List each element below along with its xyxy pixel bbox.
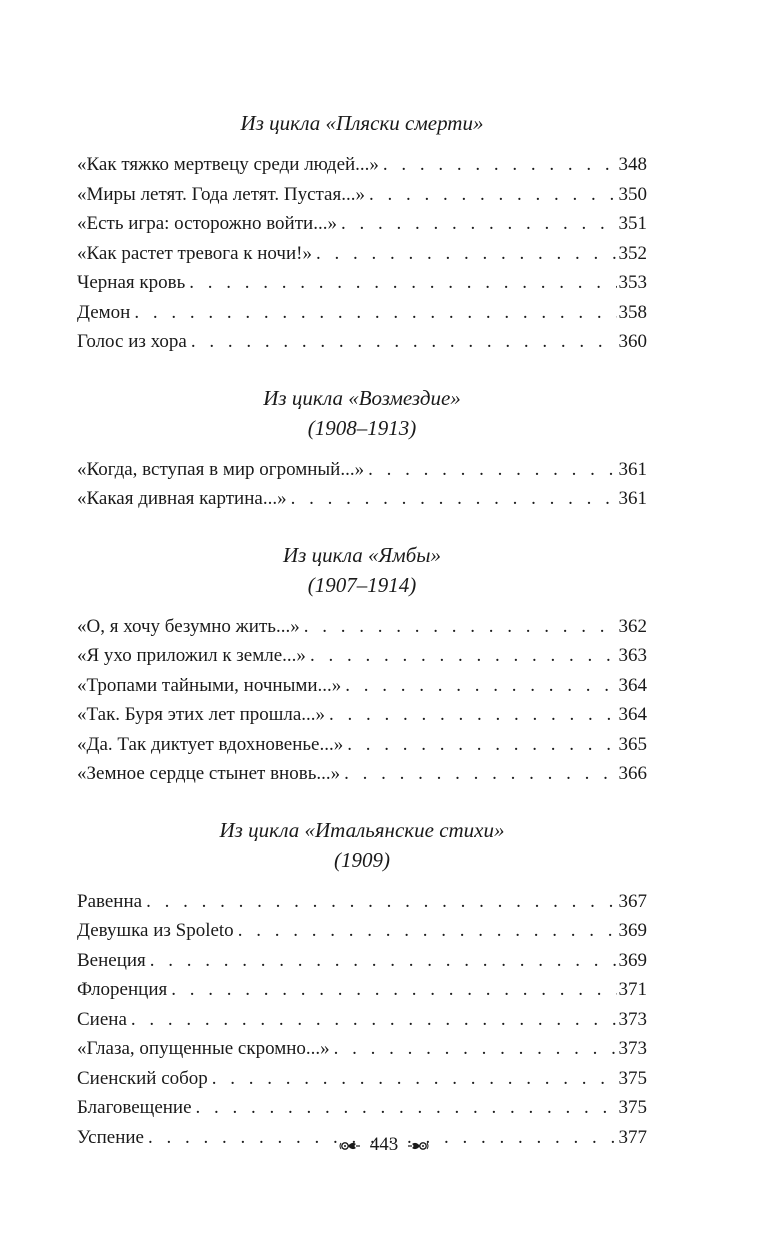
dot-leader	[316, 239, 617, 269]
entry-page: 363	[618, 645, 647, 666]
entry-page: 362	[618, 615, 647, 637]
toc-entry[interactable]	[77, 209, 647, 239]
entry-title: «Земное сердце стынет вновь...»	[77, 763, 341, 784]
entry-page: 350	[618, 183, 647, 205]
fleuron-right-icon	[407, 1139, 429, 1153]
dot-leader	[189, 268, 616, 298]
section-title: Из цикла «Ямбы»	[282, 542, 441, 567]
entry-page: 364	[618, 704, 647, 725]
entry-title: Флоренция	[77, 979, 168, 1000]
entry-list	[77, 612, 647, 789]
dot-leader	[131, 1005, 617, 1035]
entry-title: «Есть игра: осторожно войти...»	[77, 213, 337, 234]
section-iambs	[77, 540, 647, 789]
entry-title: «Тропами тайными, ночными...»	[77, 674, 342, 696]
entry-title: «Глаза, опущенные скромно...»	[77, 1038, 330, 1059]
table-of-contents	[77, 108, 647, 1152]
entry-page: 373	[618, 1038, 647, 1059]
entry-title: Благовещение	[77, 1097, 192, 1118]
dot-leader	[212, 1064, 617, 1094]
dot-leader	[134, 298, 616, 328]
toc-entry[interactable]	[77, 455, 647, 485]
entry-title: «Миры летят. Года летят. Пустая...»	[77, 183, 365, 205]
dot-leader	[310, 641, 617, 671]
entry-title: «Когда, вступая в мир огромный...»	[77, 458, 365, 480]
toc-entry[interactable]	[77, 1034, 647, 1064]
dot-leader	[304, 612, 617, 642]
entry-list	[77, 455, 647, 514]
fleuron-left-icon	[339, 1139, 361, 1153]
entry-page: 366	[618, 763, 647, 784]
entry-page: 375	[618, 1067, 647, 1089]
toc-entry[interactable]	[77, 946, 647, 976]
entry-title: «Да. Так диктует вдохновенье...»	[77, 733, 344, 755]
toc-entry[interactable]	[77, 150, 647, 180]
toc-entry[interactable]	[77, 975, 647, 1005]
entry-page: 375	[618, 1097, 647, 1118]
entry-list	[77, 887, 647, 1153]
entry-page: 369	[618, 920, 647, 941]
entry-title: Сиенский собор	[77, 1067, 208, 1089]
entry-title: «Как растет тревога к ночи!»	[77, 242, 312, 264]
toc-entry[interactable]	[77, 730, 647, 760]
toc-entry[interactable]	[77, 700, 647, 730]
entry-page: 358	[618, 301, 647, 323]
entry-page: 367	[618, 890, 647, 912]
toc-entry[interactable]	[77, 1093, 647, 1123]
entry-page: 353	[618, 272, 647, 293]
dot-leader	[150, 946, 617, 976]
toc-entry[interactable]	[77, 180, 647, 210]
entry-page: 348	[618, 154, 647, 175]
toc-entry[interactable]	[77, 671, 647, 701]
dot-leader	[334, 1034, 617, 1064]
dot-leader	[171, 975, 616, 1005]
dot-leader	[347, 730, 616, 760]
toc-entry[interactable]	[77, 327, 647, 357]
section-years: (1909)	[334, 847, 390, 872]
toc-entry[interactable]	[77, 759, 647, 789]
entry-title: «Я ухо приложил к земле...»	[77, 645, 306, 666]
section-italian-poems	[77, 815, 647, 1153]
dot-leader	[341, 209, 617, 239]
entry-title: Венеция	[77, 949, 146, 971]
entry-page: 352	[618, 242, 647, 264]
entry-page: 373	[618, 1008, 647, 1030]
toc-entry[interactable]	[77, 612, 647, 642]
dot-leader	[368, 455, 616, 485]
entry-title: Сиена	[77, 1008, 127, 1030]
section-title: Из цикла «Итальянские стихи»	[219, 817, 505, 842]
dot-leader	[196, 1093, 617, 1123]
entry-page: 365	[618, 733, 647, 755]
entry-page: 364	[618, 674, 647, 696]
entry-page: 360	[618, 331, 647, 352]
entry-title: «Так. Буря этих лет прошла...»	[77, 704, 326, 725]
entry-title: «Как тяжко мертвецу среди людей...»	[77, 154, 379, 175]
page-footer	[0, 1133, 768, 1157]
dot-leader	[146, 887, 616, 917]
entry-title: Демон	[77, 301, 131, 323]
toc-entry[interactable]	[77, 239, 647, 269]
section-dances-of-death	[77, 108, 647, 357]
toc-entry[interactable]	[77, 268, 647, 298]
dot-leader	[383, 150, 617, 180]
section-title: Из цикла «Возмездие»	[263, 385, 461, 410]
entry-title: «Какая дивная картина...»	[77, 488, 287, 509]
dot-leader	[329, 700, 616, 730]
entry-title: Девушка из Spoleto	[77, 920, 234, 941]
entry-title: Успение	[77, 1126, 144, 1148]
entry-page: 361	[618, 488, 647, 509]
entry-page: 351	[618, 213, 647, 234]
section-retribution	[77, 383, 647, 514]
entry-title: «О, я хочу безумно жить...»	[77, 615, 300, 637]
entry-title: Голос из хора	[77, 331, 187, 352]
entry-title: Черная кровь	[77, 272, 186, 293]
dot-leader	[344, 759, 616, 789]
entry-page: 369	[618, 949, 647, 971]
toc-entry[interactable]	[77, 1064, 647, 1094]
toc-entry[interactable]	[77, 887, 647, 917]
toc-entry[interactable]	[77, 641, 647, 671]
page-number: 443	[369, 1134, 399, 1155]
toc-entry[interactable]	[77, 1005, 647, 1035]
entry-list	[77, 150, 647, 357]
entry-page: 361	[618, 458, 647, 480]
section-title: Из цикла «Пляски смерти»	[240, 111, 484, 135]
section-years: (1908–1913)	[307, 415, 417, 440]
section-years: (1907–1914)	[307, 572, 417, 597]
entry-page: 371	[618, 979, 647, 1000]
dot-leader	[369, 180, 617, 210]
entry-page: 377	[618, 1126, 647, 1148]
dot-leader	[345, 671, 616, 701]
toc-entry[interactable]	[77, 484, 647, 514]
dot-leader	[238, 916, 617, 946]
dot-leader	[291, 484, 617, 514]
dot-leader	[191, 327, 617, 357]
toc-entry[interactable]	[77, 298, 647, 328]
entry-title: Равенна	[77, 890, 143, 912]
toc-entry[interactable]	[77, 916, 647, 946]
